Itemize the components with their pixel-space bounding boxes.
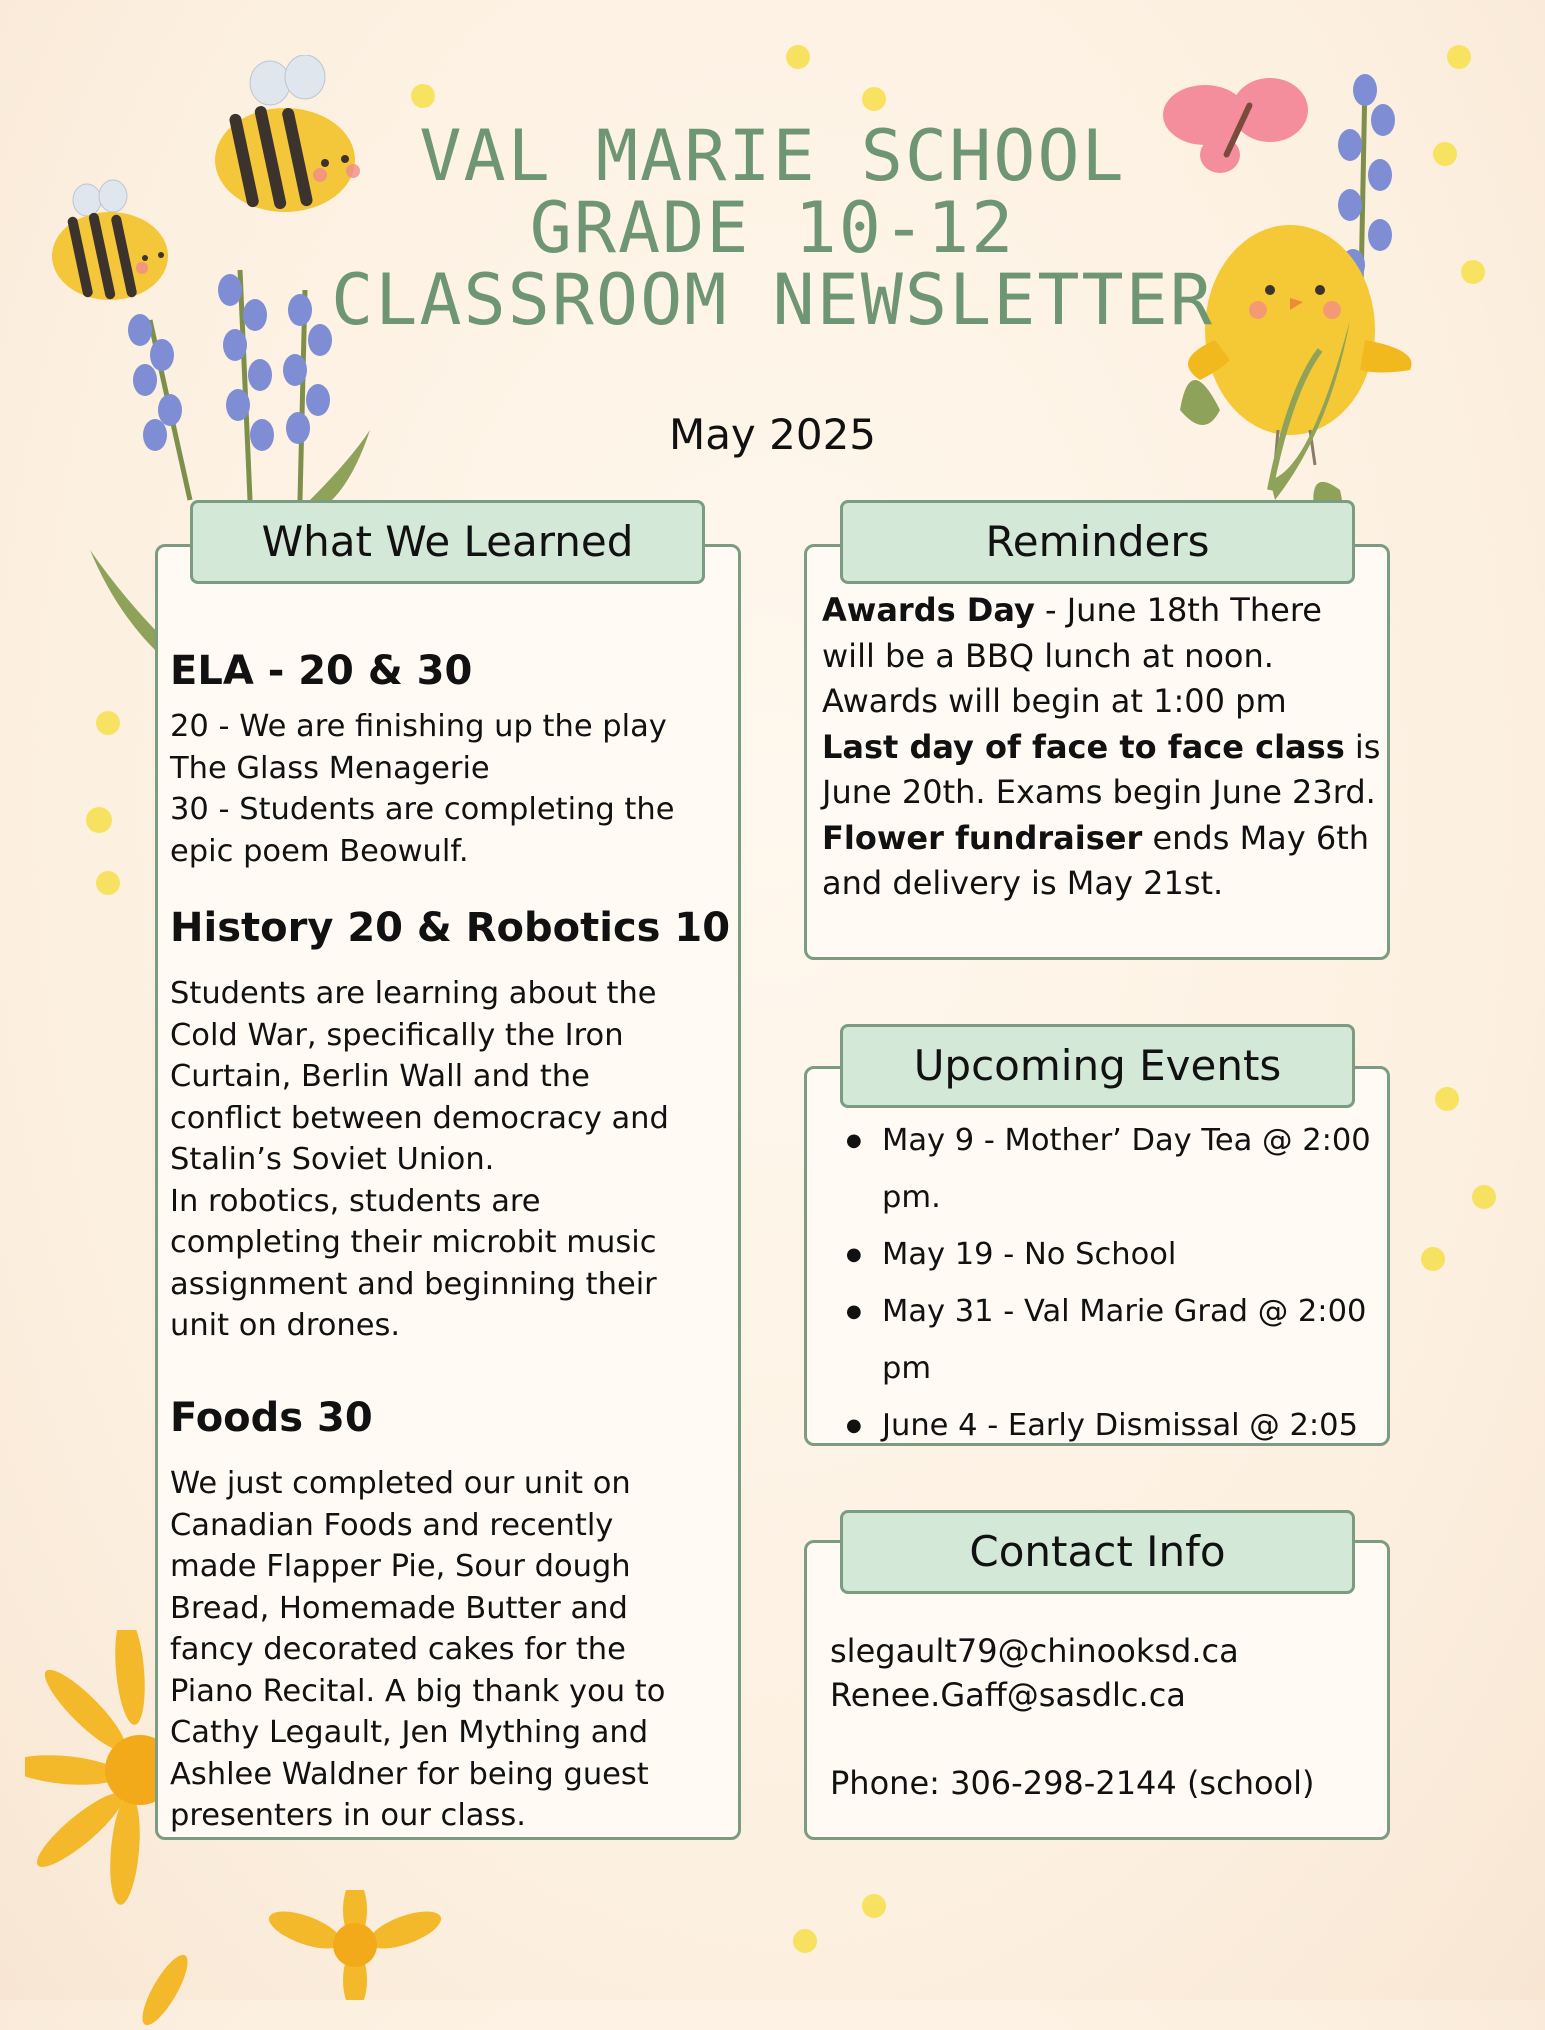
event-item: ● June 4 - Early Dismissal @ 2:05: [842, 1397, 1382, 1454]
reminder-last-day-label: Last day of face to face class: [822, 727, 1345, 766]
newsletter-date: May 2025: [668, 410, 877, 459]
title-line-2: GRADE 10-12: [529, 187, 1016, 269]
contact-email-1[interactable]: slegault79@chinooksd.ca: [830, 1632, 1239, 1670]
reminder-last-day-text: is June 20th. Exams begin June 23rd.: [822, 727, 1381, 811]
learned-heading: What We Learned: [190, 500, 705, 584]
events-list: [842, 1112, 1382, 1454]
contact-phone: Phone: 306-298-2144 (school): [830, 1764, 1315, 1802]
reminders-heading: Reminders: [840, 500, 1355, 584]
ela-heading: ELA - 20 & 30: [170, 648, 473, 694]
reminders-text: [822, 588, 1382, 907]
reminder-fundraiser-text: ends May 6th and delivery is May 21st.: [822, 818, 1370, 902]
contact-email-2[interactable]: Renee.Gaff@sasdlc.ca: [830, 1676, 1186, 1714]
reminder-awards-label: Awards Day: [822, 591, 1035, 629]
contact-heading: Contact Info: [840, 1510, 1355, 1594]
reminder-fundraiser-label: Flower fundraiser: [822, 818, 1143, 857]
event-item: ● May 19 - No School: [842, 1226, 1382, 1283]
newsletter-title: [0, 115, 1545, 341]
yellow-daisy-icon: [265, 1890, 445, 2000]
history-heading: History 20 & Robotics 10: [170, 905, 731, 951]
foods-text: We just completed our unit on Canadian Foods and recently made Flapper Pie, Sour dough Bread, Homemade Butter and fancy decorated cakes for the Piano Recital. A big thank you to Cathy Legault, Jen Mything and Ashlee Waldner for being guest presenters in our class.: [170, 1466, 666, 1833]
history-text: Students are learning about the Cold War, specifically the Iron Curtain, Berlin Wall and the conflict between democracy and Stalin’s Soviet Union. In robotics, students are completing their microbit music assignment and beginning their unit on drones.: [170, 976, 669, 1343]
events-heading: Upcoming Events: [840, 1024, 1355, 1108]
title-line-3: CLASSROOM NEWSLETTER: [331, 259, 1214, 341]
foods-heading: Foods 30: [170, 1395, 373, 1441]
reminder-awards-text: - June 18th There will be a BBQ lunch at noon. Awards will begin at 1:00 pm: [822, 591, 1322, 720]
ela-text: 20 - We are finishing up the play The Glass Menagerie 30 - Students are completing the epic poem Beowulf.: [170, 709, 675, 869]
title-line-1: VAL MARIE SCHOOL: [419, 115, 1126, 197]
event-item: ● May 9 - Mother’ Day Tea @ 2:00 pm.: [842, 1112, 1382, 1226]
event-item: ● May 31 - Val Marie Grad @ 2:00 pm: [842, 1283, 1382, 1397]
